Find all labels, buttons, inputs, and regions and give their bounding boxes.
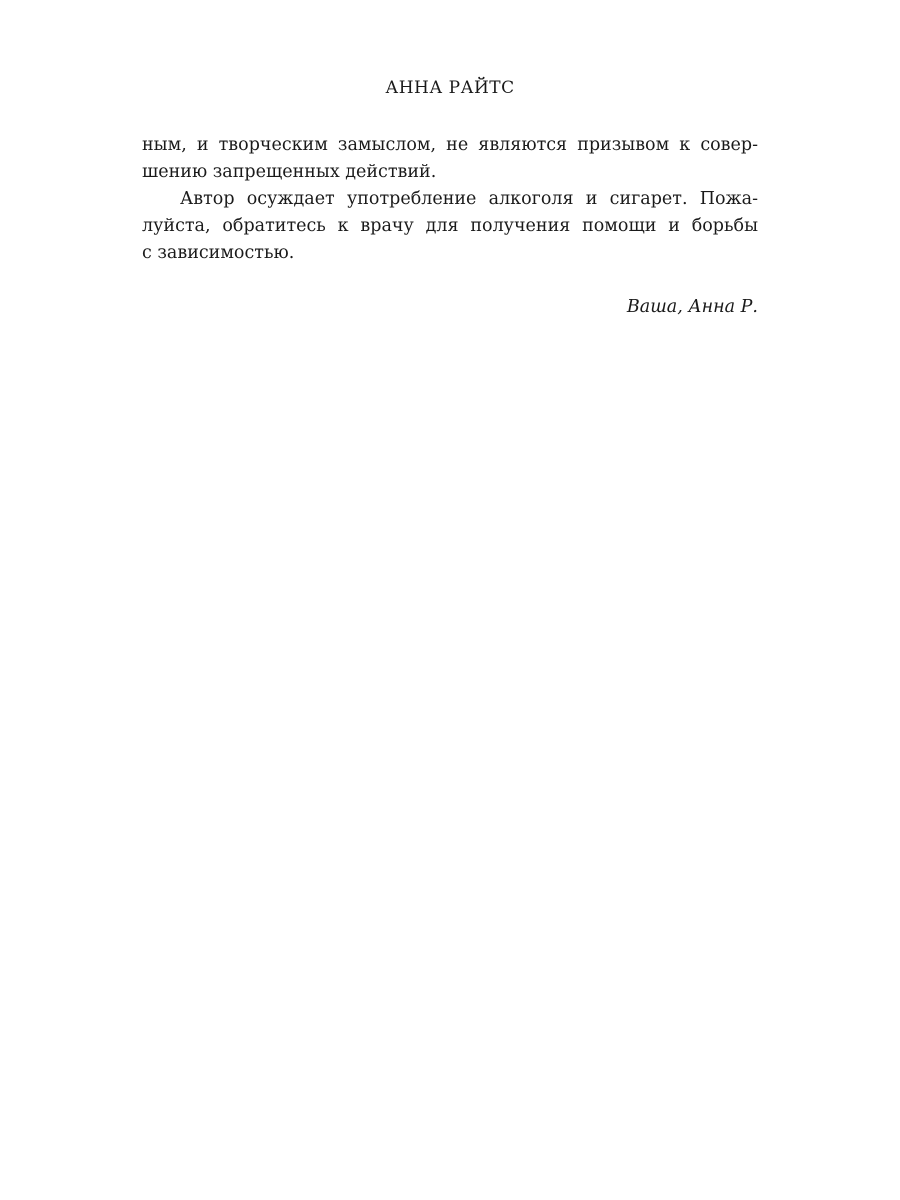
paragraph — [142, 186, 758, 267]
text-line: с зависимостью. — [142, 243, 295, 263]
text-line: ным, и творческим замыслом, не являются призывом к совер- — [142, 135, 758, 155]
text-line: шению запрещенных действий. — [142, 162, 437, 182]
text-line: луйста, обратитесь к врачу для получения помощи и борьбы — [142, 216, 758, 236]
text-line: Автор осуждает употребление алкоголя и сигарет. Пожа- — [180, 189, 758, 209]
signature: Ваша, Анна Р. — [626, 297, 758, 317]
running-head-title: АННА РАЙТС — [385, 78, 515, 98]
paragraph — [142, 132, 758, 186]
body-text — [142, 132, 758, 267]
